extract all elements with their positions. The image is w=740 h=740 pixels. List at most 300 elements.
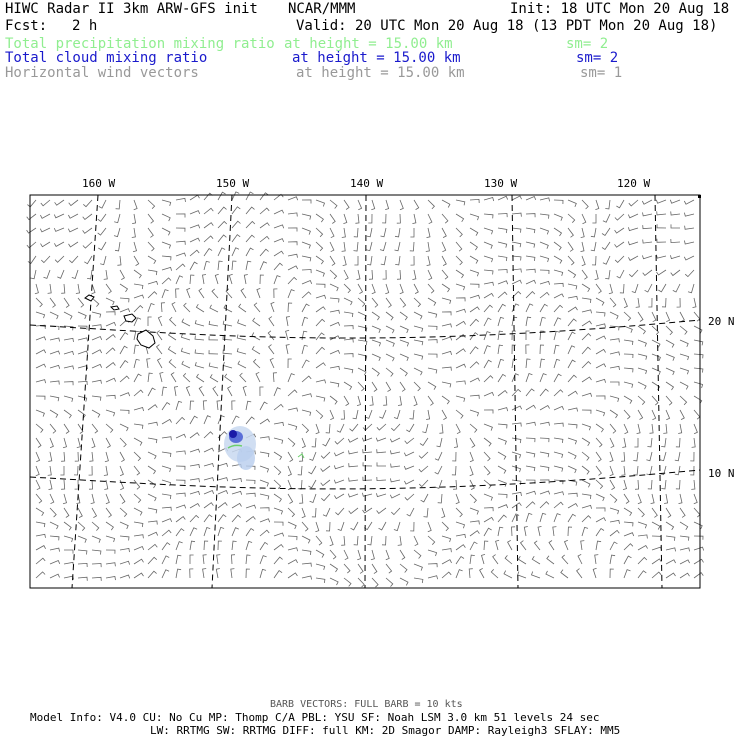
wind-barb: [634, 466, 639, 475]
lat-label-10n: 10 N: [708, 467, 735, 480]
wind-barb: [652, 572, 661, 578]
wind-barb: [157, 331, 162, 340]
wind-barb: [442, 536, 451, 542]
wind-barb: [60, 466, 64, 475]
wind-barb: [148, 466, 156, 474]
wind-barb: [518, 572, 526, 579]
wind-barb: [148, 557, 157, 564]
wind-barb: [596, 466, 601, 475]
wind-barb: [54, 228, 64, 231]
wind-barb: [694, 494, 697, 504]
wind-barb: [106, 577, 116, 581]
wind-barb: [386, 354, 394, 361]
wind-barb: [342, 228, 346, 238]
wind-barb: [624, 354, 633, 358]
wind-barb: [330, 242, 334, 252]
wind-barb: [582, 527, 588, 536]
wind-barb: [106, 563, 115, 567]
wind-barb: [363, 508, 373, 513]
wind-barb: [168, 346, 176, 354]
wind-barb: [456, 349, 466, 354]
wind-barb: [330, 200, 337, 209]
wind-barb: [246, 505, 256, 508]
wind-barb: [312, 508, 316, 517]
wind-barb: [190, 262, 198, 270]
wind-barb: [274, 494, 281, 502]
wind-barb: [638, 396, 645, 405]
wind-barb: [568, 504, 578, 509]
wind-barb: [615, 228, 624, 233]
wind-barb: [274, 404, 283, 410]
wind-barb: [426, 410, 430, 420]
wind-barb: [470, 395, 479, 399]
wind-barb: [540, 389, 549, 396]
wind-barb: [50, 298, 55, 307]
wind-barb: [596, 541, 601, 550]
wind-barb: [568, 242, 573, 251]
wind-barb: [148, 532, 158, 536]
wind-barb: [454, 438, 458, 448]
wind-barb: [92, 380, 102, 384]
corner-marker: [698, 195, 701, 198]
wind-barb: [218, 463, 228, 466]
wind-barb: [316, 363, 326, 368]
wind-barb: [87, 270, 92, 279]
wind-barb: [308, 466, 316, 474]
wind-barb: [610, 508, 619, 514]
wind-barb: [170, 317, 176, 326]
wind-barb: [470, 410, 479, 416]
wind-barb: [63, 494, 67, 504]
wind-barb: [260, 387, 264, 396]
wind-barb: [666, 368, 674, 375]
wind-barb: [274, 557, 283, 564]
wind-barb: [186, 386, 190, 396]
wind-barb: [148, 422, 158, 426]
wind-barb: [204, 491, 214, 495]
wind-barb: [246, 493, 255, 497]
center-label: NCAR/MMM: [288, 1, 356, 17]
wind-barb: [691, 480, 695, 489]
wind-barb: [540, 281, 550, 284]
wind-barb: [176, 555, 181, 564]
wind-barb: [218, 222, 227, 229]
wind-barb: [367, 256, 372, 265]
wind-barb: [134, 374, 142, 382]
wind-barb: [456, 242, 462, 251]
hawaii-islands: [85, 295, 155, 348]
wind-barb: [637, 424, 641, 434]
wind-barb: [274, 239, 284, 242]
wind-barb: [442, 337, 452, 340]
wind-barb: [498, 242, 507, 248]
wind-barb: [680, 560, 690, 564]
wind-barb: [642, 200, 652, 204]
wind-barb: [64, 298, 69, 308]
wind-barb: [568, 228, 573, 237]
wind-barb: [596, 529, 604, 537]
wind-barb: [232, 491, 242, 494]
wind-barb: [404, 480, 414, 484]
wind-barb: [302, 438, 305, 448]
wind-barb: [176, 466, 185, 470]
wind-barb: [442, 214, 448, 223]
wind-barb: [148, 228, 153, 237]
wind-barb: [652, 396, 658, 405]
wind-barb: [596, 298, 604, 306]
wind-barb: [36, 546, 46, 550]
wind-barb: [134, 200, 137, 210]
wind-barb: [638, 368, 647, 374]
wind-barb: [484, 242, 492, 249]
wind-barb: [397, 270, 401, 279]
wind-barb: [260, 542, 268, 550]
wind-barb: [666, 382, 674, 390]
wind-barb: [400, 340, 409, 346]
wind-barb: [176, 228, 185, 232]
wind-barb: [354, 536, 358, 545]
wind-barb: [358, 382, 364, 391]
wind-barb: [484, 466, 490, 475]
wind-barb: [638, 312, 643, 322]
wind-barb: [526, 466, 535, 471]
wind-barb: [470, 438, 475, 448]
wind-barb: [116, 200, 120, 209]
wind-barb: [470, 480, 474, 490]
wind-barb: [484, 228, 493, 234]
wind-barb: [348, 494, 358, 497]
wind-barb: [568, 527, 572, 536]
wind-barb: [362, 438, 372, 441]
wind-barb: [638, 410, 643, 420]
wind-barb: [621, 466, 625, 475]
wind-barb: [540, 270, 549, 274]
wind-barb: [526, 359, 531, 368]
wind-barb: [395, 242, 401, 251]
wind-barb: [64, 366, 74, 370]
wind-barb: [161, 303, 165, 312]
wind-barb: [237, 335, 246, 341]
wind-barb: [394, 410, 400, 419]
wind-barb: [64, 338, 74, 342]
wind-barb: [148, 438, 157, 443]
wind-barb: [162, 200, 171, 206]
wind-barb: [344, 339, 353, 343]
wind-barb: [288, 303, 292, 312]
wind-barb: [414, 200, 419, 210]
wind-barb: [540, 466, 549, 471]
wind-barb: [568, 424, 577, 428]
wind-barb: [363, 449, 372, 453]
wind-barb: [638, 535, 647, 539]
wind-barb: [410, 522, 414, 531]
wind-barb: [351, 522, 359, 530]
wind-barb: [106, 550, 115, 554]
wind-barb: [561, 570, 568, 578]
wind-barb: [568, 256, 574, 265]
wind-barb: [610, 542, 617, 550]
wind-barb: [260, 530, 269, 536]
wind-barb: [344, 368, 353, 373]
wind-barb: [114, 214, 120, 223]
wind-barb: [540, 374, 547, 382]
wind-barb: [456, 228, 462, 237]
wind-barb: [337, 424, 344, 432]
wind-barb: [411, 256, 415, 265]
wind-barb: [338, 522, 344, 531]
wind-barb: [64, 536, 73, 542]
wind-barb: [120, 424, 128, 431]
wind-barb: [55, 256, 64, 262]
wind-barb: [582, 347, 591, 354]
wind-barb: [678, 424, 682, 434]
wind-barb: [498, 228, 507, 233]
wind-barb: [582, 494, 591, 499]
wind-barb: [652, 522, 660, 530]
model-info-line2: LW: RRTMG SW: RRTMG DIFF: full KM: 2D Smagor DAMP: Rayleigh3 SFLAY: MM5: [150, 724, 621, 737]
wind-barb: [260, 402, 268, 410]
wind-barb: [622, 438, 626, 448]
wind-barb: [274, 388, 281, 396]
wind-barb: [302, 228, 310, 235]
wind-barb: [316, 424, 319, 434]
wind-barb: [603, 256, 610, 264]
wind-barb: [638, 571, 646, 578]
wind-barb: [666, 522, 674, 530]
wind-barb: [274, 438, 283, 444]
wind-barb: [610, 410, 618, 418]
wind-barb: [232, 261, 236, 270]
wind-barb: [554, 214, 562, 221]
wind-barb: [270, 358, 274, 368]
wind-barb: [354, 256, 358, 265]
wind-barb: [217, 555, 221, 564]
wind-barb: [652, 547, 662, 550]
wind-barb: [629, 200, 638, 206]
wind-barb: [50, 410, 58, 418]
wind-barb: [232, 541, 237, 550]
wind-barb: [330, 322, 340, 326]
wind-barb: [410, 242, 414, 251]
wind-barb: [377, 449, 386, 453]
wind-barb: [534, 541, 540, 550]
wind-barb: [624, 533, 634, 536]
wind-barb: [554, 331, 560, 340]
wind-barb: [288, 277, 297, 284]
wind-barb: [89, 480, 93, 489]
wind-barb: [27, 242, 36, 248]
wind-barb: [302, 536, 310, 543]
wind-barb: [638, 522, 647, 528]
wind-barb: [484, 452, 490, 461]
wind-barb: [316, 307, 325, 312]
wind-barb: [50, 396, 59, 401]
wind-barb: [596, 438, 602, 447]
wind-barb: [106, 363, 115, 368]
wind-barb: [609, 284, 613, 294]
wind-barb: [190, 250, 199, 256]
wind-barb: [470, 508, 478, 515]
wind-barb: [243, 386, 246, 396]
wind-barb: [204, 208, 213, 214]
wind-barb: [269, 317, 274, 326]
wind-barb: [162, 480, 171, 486]
wind-barb: [645, 284, 652, 292]
wind-barb: [184, 303, 190, 312]
wind-barb: [148, 242, 154, 251]
wind-barb: [638, 558, 647, 565]
wind-barb: [624, 340, 633, 345]
wind-barb: [512, 242, 521, 247]
wind-barb: [204, 541, 208, 550]
wind-barb: [92, 298, 99, 307]
wind-barb: [260, 275, 264, 284]
wind-barb: [358, 200, 362, 210]
wind-barb: [92, 337, 102, 341]
wind-barb: [316, 347, 325, 354]
wind-barb: [526, 256, 535, 261]
wind-barb: [203, 555, 207, 564]
wind-barb: [540, 317, 546, 326]
wind-barb: [232, 192, 239, 200]
wind-barb: [633, 452, 638, 461]
wind-barb: [157, 345, 163, 354]
wind-barb: [363, 462, 372, 466]
wind-barb: [78, 550, 87, 555]
wind-barb: [91, 494, 95, 504]
wind-barb: [246, 529, 254, 537]
wind-barb: [484, 305, 493, 312]
wind-barb: [596, 336, 606, 340]
wind-barb: [92, 564, 101, 568]
wind-barb: [344, 564, 350, 573]
wind-barb: [274, 480, 281, 489]
wind-barb: [400, 578, 408, 585]
wind-barb: [92, 536, 100, 543]
wind-barb: [27, 200, 36, 207]
wind-barb: [274, 522, 283, 526]
wind-barb: [372, 340, 381, 346]
wind-barb: [453, 480, 457, 489]
wind-barb: [666, 548, 676, 552]
wind-barb: [349, 478, 358, 482]
wind-barb: [680, 508, 685, 517]
wind-barb: [316, 410, 323, 419]
field-precip-smooth: sm= 2: [566, 36, 609, 52]
wind-barb: [92, 350, 102, 354]
wind-barb: [69, 256, 78, 263]
wind-barb: [498, 292, 507, 298]
wind-barb: [190, 465, 200, 469]
wind-barb: [470, 214, 479, 220]
wind-barb: [628, 241, 638, 244]
wind-barb: [435, 452, 442, 460]
wind-barb: [540, 513, 546, 522]
wind-barb: [685, 270, 694, 277]
wind-barb: [246, 541, 252, 550]
wind-barb: [106, 335, 115, 340]
wind-barb: [162, 387, 167, 396]
wind-barb: [400, 550, 405, 560]
wind-barb: [554, 374, 562, 382]
wind-barb: [470, 542, 477, 550]
wind-barb: [442, 382, 451, 387]
wind-barb: [334, 480, 344, 483]
wind-barb: [554, 294, 564, 298]
wind-barb: [658, 284, 666, 292]
wind-barb: [316, 550, 324, 558]
wind-barb: [512, 317, 517, 326]
wind-barb: [106, 494, 109, 504]
wind-barb: [391, 508, 400, 515]
wind-barb: [610, 555, 615, 564]
wind-barb: [369, 270, 373, 279]
wind-barb: [106, 536, 115, 542]
wind-barb: [190, 225, 200, 228]
wind-barb: [176, 264, 185, 270]
wind-barb: [470, 295, 480, 298]
wind-barb: [526, 269, 535, 273]
wind-barb: [386, 368, 393, 377]
wind-barb: [260, 437, 269, 441]
wind-barb: [596, 518, 606, 522]
wind-barb: [498, 515, 507, 522]
wind-barb: [367, 228, 372, 237]
wind-barb: [643, 240, 652, 244]
wind-barb: [377, 477, 386, 481]
wind-barb: [162, 556, 169, 564]
wind-barb: [246, 207, 255, 214]
wind-barb: [92, 577, 101, 581]
wind-barb: [354, 242, 359, 251]
wind-barb: [232, 207, 240, 214]
wind-barb: [414, 312, 422, 319]
wind-barb: [172, 302, 176, 312]
wind-barb: [376, 438, 386, 441]
wind-barb: [316, 396, 325, 402]
wind-barb: [484, 517, 494, 522]
wind-barb: [662, 298, 666, 307]
wind-barb: [120, 393, 130, 396]
wind-barb: [357, 550, 360, 560]
wind-barb: [106, 312, 115, 316]
wind-barb: [288, 548, 298, 552]
wind-barb: [36, 350, 46, 354]
wind-barb: [624, 326, 632, 333]
wind-barb: [596, 452, 601, 462]
wind-barb: [484, 293, 494, 298]
wind-barb: [610, 396, 619, 402]
barb-note: BARB VECTORS: FULL BARB = 10 kts: [270, 699, 463, 710]
wind-barb: [36, 337, 46, 340]
wind-barb: [624, 396, 632, 404]
wind-barb: [254, 303, 260, 312]
wind-barb: [203, 401, 207, 410]
wind-barb: [498, 494, 507, 498]
wind-barb: [666, 312, 670, 322]
wind-barb: [582, 256, 585, 266]
wind-barb: [414, 368, 422, 375]
wind-barb: [595, 200, 598, 210]
wind-barb: [181, 348, 190, 354]
wind-barb: [158, 358, 163, 368]
wind-barb: [246, 261, 251, 270]
wind-barb: [526, 422, 536, 426]
wind-barb: [427, 228, 431, 238]
wind-barb: [117, 256, 121, 265]
wind-barb: [134, 359, 140, 368]
wind-barb: [610, 520, 620, 524]
